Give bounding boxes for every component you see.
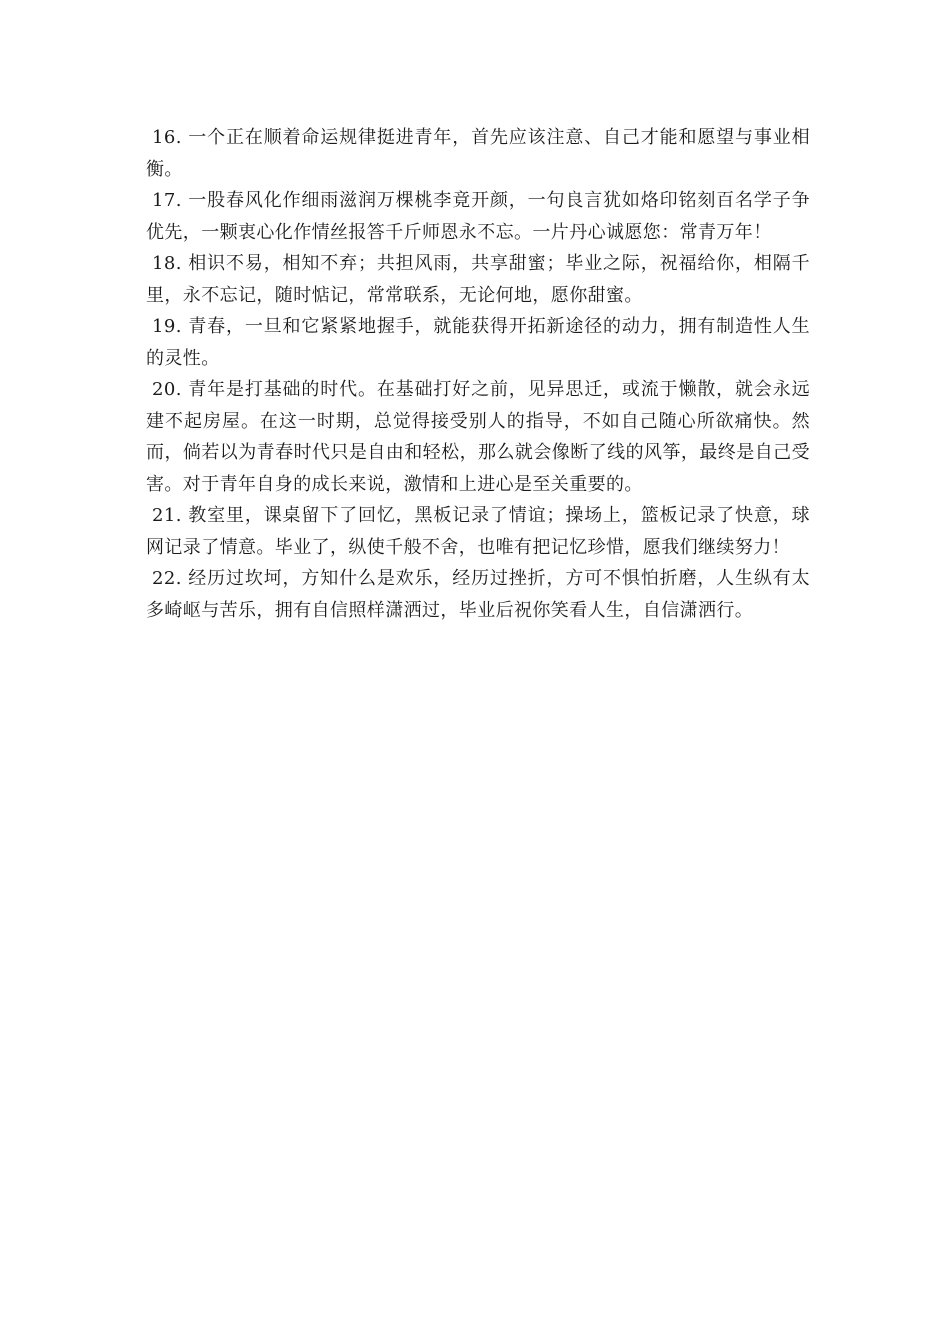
list-item-21 bbox=[146, 500, 810, 563]
item-number: 16. bbox=[152, 127, 182, 148]
item-number: 17. bbox=[152, 190, 182, 211]
item-number: 21. bbox=[152, 505, 182, 526]
item-number: 22. bbox=[152, 568, 182, 589]
item-text: 一股春风化作细雨滋润万棵桃李竟开颜，一句良言犹如烙印铭刻百名学子争优先，一颗衷心化作情丝报答千斤师恩永不忘。一片丹心诚愿您：常青万年！ bbox=[146, 190, 810, 243]
item-text: 青年是打基础的时代。在基础打好之前，见异思迁，或流于懒散，就会永远建不起房屋。在这一时期，总觉得接受别人的指导，不如自己随心所欲痛快。然而，倘若以为青春时代只是自由和轻松，那么就会像断了线的风筝，最终是自己受害。对于青年自身的成长来说，激情和上进心是至关重要的。 bbox=[146, 379, 810, 495]
list-item-19 bbox=[146, 311, 810, 374]
item-text: 经历过坎坷，方知什么是欢乐，经历过挫折，方可不惧怕折磨，人生纵有太多崎岖与苦乐，拥有自信照样潇洒过，毕业后祝你笑看人生，自信潇洒行。 bbox=[146, 568, 810, 621]
item-text: 教室里，课桌留下了回忆，黑板记录了情谊；操场上，篮板记录了快意，球网记录了情意。毕业了，纵使千般不舍，也唯有把记忆珍惜，愿我们继续努力！ bbox=[146, 505, 810, 558]
item-number: 18. bbox=[152, 253, 182, 274]
item-number: 19. bbox=[152, 316, 182, 337]
list-item-18 bbox=[146, 248, 810, 311]
list-item-22 bbox=[146, 563, 810, 626]
item-text: 相识不易，相知不弃；共担风雨，共享甜蜜；毕业之际，祝福给你，相隔千里，永不忘记，随时惦记，常常联系，无论何地，愿你甜蜜。 bbox=[146, 253, 810, 306]
list-item-16 bbox=[146, 122, 810, 185]
item-text: 一个正在顺着命运规律挺进青年，首先应该注意、自己才能和愿望与事业相衡。 bbox=[146, 127, 810, 180]
list-item-17 bbox=[146, 185, 810, 248]
list-item-20 bbox=[146, 374, 810, 500]
document-body bbox=[146, 122, 810, 626]
item-text: 青春，一旦和它紧紧地握手，就能获得开拓新途径的动力，拥有制造性人生的灵性。 bbox=[146, 316, 810, 369]
item-number: 20. bbox=[152, 379, 182, 400]
